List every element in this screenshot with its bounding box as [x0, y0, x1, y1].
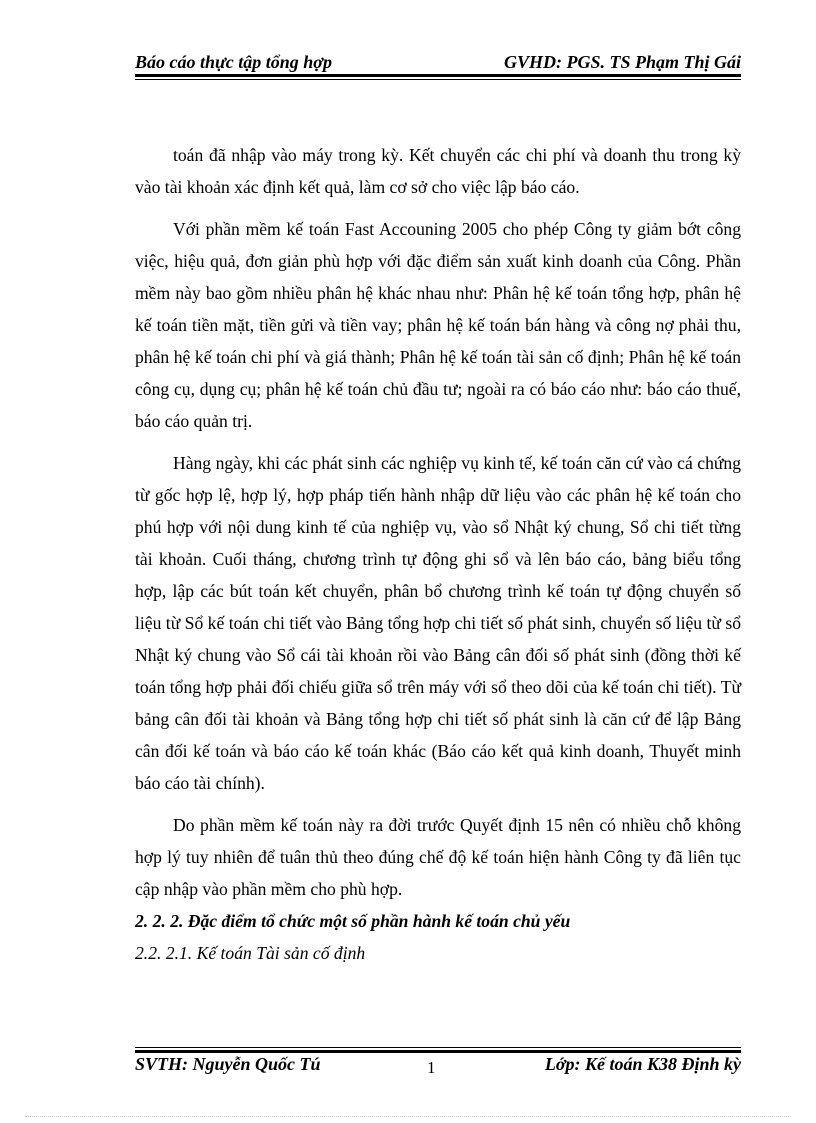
- header-report-title: Báo cáo thực tập tổng hợp: [135, 52, 332, 72]
- header-rule-thin: [135, 79, 741, 80]
- footer-rule: [135, 1050, 741, 1053]
- document-body: [135, 139, 741, 969]
- section-heading: 2. 2. 2. Đặc điểm tổ chức một số phần hành kế toán chủ yếu: [135, 911, 571, 931]
- paragraph-software: Với phần mềm kế toán Fast Accouning 2005 cho phép Công ty giảm bớt công việc, hiệu quả, đơn giản phù hợp với đặc điểm sản xuất kinh doanh của Công. Phần mềm này bao gồm nhiều phân hệ khác nhau như: Phân hệ kế toán tổng hợp, phân hệ kế toán tiền mặt, tiền gửi và tiền vay; phân hệ kế toán bán hàng và công nợ phải thu, phân hệ kế toán chi phí và giá thành; Phân hệ kế toán tài sản cố định; Phân hệ kế toán công cụ, dụng cụ; phân hệ kế toán chủ đầu tư; ngoài ra có báo cáo như: báo cáo thuế, báo cáo quản trị.: [135, 219, 741, 431]
- page-bottom-border: [25, 1116, 791, 1117]
- page-number: 1: [427, 1058, 436, 1077]
- page-footer: [135, 1054, 741, 1080]
- footer-student: SVTH: Nguyễn Quốc Tú: [135, 1054, 321, 1074]
- subsection-heading: 2.2. 2.1. Kế toán Tài sản cố định: [135, 943, 366, 963]
- paragraph-continuation: toán đã nhập vào máy trong kỳ. Kết chuyển các chi phí và doanh thu trong kỳ vào tài khoản xác định kết quả, làm cơ sở cho việc lập báo cáo.: [135, 145, 741, 197]
- paragraph-daily-process: Hàng ngày, khi các phát sinh các nghiệp vụ kinh tế, kế toán căn cứ vào cá chứng từ gốc hợp lệ, hợp lý, hợp pháp tiến hành nhập dữ liệu vào các phân hệ kế toán cho phú hợp với nội dung kinh tế của nghiệp vụ, vào sổ Nhật ký chung, Sổ chi tiết từng tài khoản. Cuối tháng, chương trình tự động ghi sổ và lên báo cáo, bảng biểu tổng hợp, lập các bút toán kết chuyển, phân bổ chương trình kế toán tự động chuyển số liệu từ Sổ kế toán chi tiết vào Bảng tổng hợp chi tiết số phát sinh, chuyển số liệu từ sổ Nhật ký chung vào Sổ cái tài khoản rồi vào Bảng cân đối số phát sinh (đồng thời kế toán tổng hợp phải đối chiếu giữa sổ trên máy với sổ theo dõi của kế toán chi tiết). Từ bảng cân đối tài khoản và Bảng tổng hợp chi tiết số phát sinh là căn cứ để lập Bảng cân đối kế toán và báo cáo kế toán khác (Báo cáo kết quả kinh doanh, Thuyết minh báo cáo tài chính).: [135, 453, 741, 793]
- footer-rule-thin: [135, 1047, 741, 1048]
- header-rule: [135, 74, 741, 77]
- footer-class: Lớp: Kế toán K38 Định kỳ: [544, 1054, 741, 1074]
- header-supervisor: GVHD: PGS. TS Phạm Thị Gái: [503, 52, 741, 72]
- paragraph-compliance: Do phần mềm kế toán này ra đời trước Quyết định 15 nên có nhiều chỗ không hợp lý tuy nhiên để tuân thủ theo đúng chế độ kế toán hiện hành Công ty đã liên tục cập nhập vào phần mềm cho phù hợp.: [135, 815, 741, 899]
- page-header: [135, 47, 741, 73]
